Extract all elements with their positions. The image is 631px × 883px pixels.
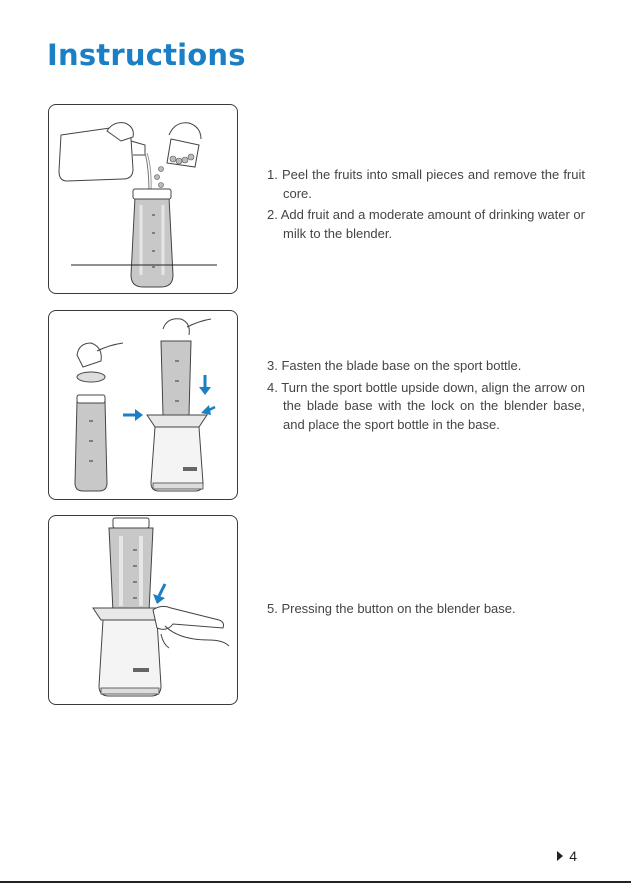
steps-group-3 xyxy=(267,600,585,622)
step-2: 2. Add fruit and a moderate amount of drinking water or milk to the blender. xyxy=(267,207,585,241)
step-1: 1. Peel the fruits into small pieces and remove the fruit core. xyxy=(267,167,585,201)
step-5: 5. Pressing the button on the blender base. xyxy=(267,601,516,616)
step-3: 3. Fasten the blade base on the sport bottle. xyxy=(267,358,522,373)
step-4: 4. Turn the sport bottle upside down, align the arrow on the blade base with the lock on the blender base, and place the sport bottle in the base. xyxy=(267,379,585,432)
steps-group-1 xyxy=(267,166,585,246)
attach-blade-illustration xyxy=(49,311,237,499)
illustration-attach-blade-base xyxy=(48,310,238,500)
illustration-press-button xyxy=(48,515,238,705)
page-number xyxy=(557,848,577,864)
illustration-add-ingredients xyxy=(48,104,238,294)
page-number-text: 4 xyxy=(569,848,577,864)
triangle-right-icon xyxy=(557,851,563,861)
page-title: Instructions xyxy=(47,38,246,72)
press-button-illustration xyxy=(49,516,237,704)
steps-group-2 xyxy=(267,357,585,437)
pour-ingredients-illustration xyxy=(49,105,237,293)
